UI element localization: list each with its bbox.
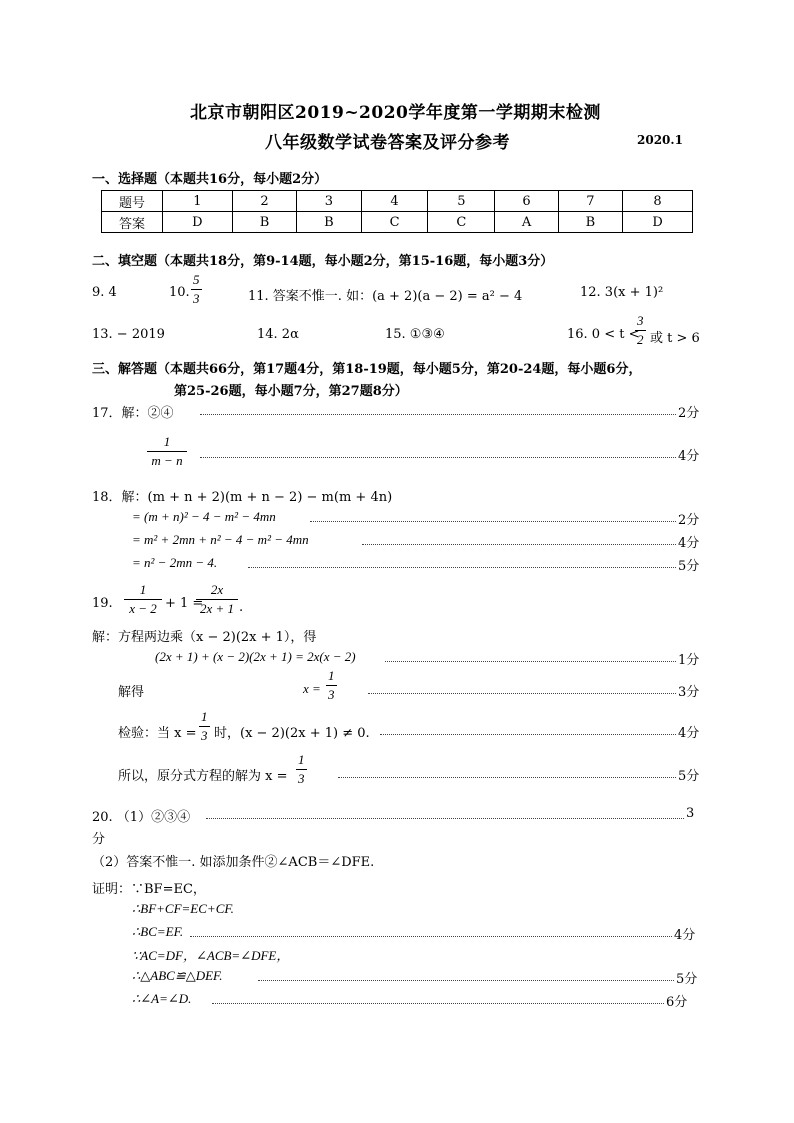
q19-solve-fraction xyxy=(326,668,337,703)
q19-conclusion-fraction xyxy=(296,752,307,787)
table-cell: 5 xyxy=(428,191,495,212)
q18-line-4: = n² − 2mn − 4. xyxy=(132,555,218,570)
q19-score-4: 5分 xyxy=(678,769,700,784)
fraction-numerator: 5 xyxy=(193,272,200,287)
row-label: 答案 xyxy=(102,212,163,233)
q20-step-1: ∴BF+CF=EC+CF. xyxy=(132,901,234,916)
dot-leader xyxy=(200,414,676,415)
fraction-bar xyxy=(326,685,337,686)
q20-part-1: 20. （1）②③④ xyxy=(92,810,191,825)
q20-proof-start: 证明：∵BF=EC， xyxy=(92,882,206,897)
q20-step-5: ∴∠A=∠D. xyxy=(132,991,192,1006)
dot-leader xyxy=(258,980,674,981)
table-cell: 1 xyxy=(163,191,233,212)
q19-score-3: 4分 xyxy=(678,726,700,741)
table-cell: B xyxy=(232,212,296,233)
fraction-numerator: 3 xyxy=(637,313,644,328)
dot-leader xyxy=(338,777,676,778)
answer-q10-fraction xyxy=(191,272,202,307)
q20-part-2: （2）答案不惟一. 如添加条件②∠ACB＝∠DFE. xyxy=(92,855,375,870)
table-cell: D xyxy=(623,212,693,233)
fraction-denominator: 3 xyxy=(328,687,335,702)
answer-q16-tail: 或 t > 6 xyxy=(650,331,700,346)
fraction-denominator: 3 xyxy=(201,728,208,743)
q19-solution-intro: 解：方程两边乘（x − 2)(2x + 1），得 xyxy=(92,630,317,645)
q17-score-2: 4分 xyxy=(678,449,700,464)
fraction-bar xyxy=(191,289,202,290)
answer-q13: 13. − 2019 xyxy=(92,327,165,342)
q20-score-1b: 分 xyxy=(92,832,106,847)
dot-leader xyxy=(200,457,676,458)
answer-q9: 9. 4 xyxy=(92,285,117,300)
answer-q16-label: 16. 0 < t < xyxy=(567,327,640,342)
fraction-denominator: 3 xyxy=(298,771,305,786)
table-cell: B xyxy=(558,212,622,233)
q20-score-2: 4分 xyxy=(674,928,696,943)
table-cell: 6 xyxy=(495,191,558,212)
dot-leader xyxy=(310,521,676,522)
q18-score-2: 2分 xyxy=(678,513,700,528)
fraction-denominator: 2x + 1 xyxy=(199,601,235,616)
fraction-numerator: 2x xyxy=(210,582,224,597)
q19-check-suffix: 时，(x − 2)(2x + 1) ≠ 0. xyxy=(214,726,370,741)
fraction-bar xyxy=(199,726,210,727)
table-cell: D xyxy=(163,212,233,233)
q19-equation: (2x + 1) + (x − 2)(2x + 1) = 2x(x − 2) xyxy=(155,649,356,664)
answer-q16-fraction xyxy=(635,313,646,348)
fraction-denominator: 3 xyxy=(193,291,200,306)
q17-fraction xyxy=(147,434,187,469)
table-cell: C xyxy=(428,212,495,233)
q20-score-1a: 3 xyxy=(686,806,695,821)
section-1-heading: 一、选择题（本题共16分，每小题2分） xyxy=(92,172,328,187)
fraction-numerator: 1 xyxy=(139,582,147,597)
q19-label: 19. xyxy=(92,596,113,611)
fraction-bar xyxy=(635,330,646,331)
dot-leader xyxy=(212,1003,664,1004)
table-cell: A xyxy=(495,212,558,233)
fraction-numerator: 1 xyxy=(201,709,208,724)
table-cell: B xyxy=(297,212,361,233)
q19-period: . xyxy=(239,600,244,615)
answer-table xyxy=(101,190,693,233)
table-cell: 3 xyxy=(297,191,361,212)
table-row xyxy=(102,191,693,212)
title-line-2: 八年级数学试卷答案及评分参考 xyxy=(265,133,510,153)
answer-q15: 15. ①③④ xyxy=(385,327,445,342)
section-3-heading-line-1: 三、解答题（本题共66分，第17题4分，第18-19题，每小题5分，第20-24题，每小题6分， xyxy=(92,362,642,377)
answer-q10-label: 10. xyxy=(169,285,190,300)
table-row xyxy=(102,212,693,233)
q20-step-3: ∵AC=DF，∠ACB=∠DFE， xyxy=(132,948,290,963)
fraction-denominator: m − n xyxy=(151,453,183,468)
fraction-numerator: 1 xyxy=(163,434,171,449)
dot-leader xyxy=(362,544,676,545)
q19-conclusion-prefix: 所以，原分式方程的解为 x = xyxy=(118,769,288,784)
q19-solve-x: x = xyxy=(303,681,321,696)
dot-leader xyxy=(248,567,676,568)
date: 2020.1 xyxy=(637,133,683,147)
q18-score-4: 5分 xyxy=(678,559,700,574)
title-line-1: 北京市朝阳区2019~2020学年度第一学期期末检测 xyxy=(190,103,601,123)
q20-score-4: 6分 xyxy=(666,995,688,1010)
dot-leader xyxy=(385,661,676,662)
q19-check-prefix: 检验：当 x = xyxy=(118,726,197,741)
q19-middle: + 1 = xyxy=(165,596,204,611)
answer-q12: 12. 3(x + 1)² xyxy=(580,285,664,300)
table-cell: 7 xyxy=(558,191,622,212)
q19-score-2: 3分 xyxy=(678,685,700,700)
q18-line-2: = (m + n)² − 4 − m² − 4mn xyxy=(132,509,276,524)
q18-score-3: 4分 xyxy=(678,536,700,551)
q18-line-1: 18．解：(m + n + 2)(m + n − 2) − m(m + 4n) xyxy=(92,490,393,505)
section-3-heading-line-2: 第25-26题，每小题7分，第27题8分） xyxy=(174,384,408,399)
table-cell: C xyxy=(361,212,428,233)
q18-line-3: = m² + 2mn + n² − 4 − m² − 4mn xyxy=(132,532,309,547)
table-cell: 8 xyxy=(623,191,693,212)
q19-score-1: 1分 xyxy=(678,653,700,668)
fraction-denominator: x − 2 xyxy=(129,601,157,616)
dot-leader xyxy=(380,734,676,735)
q17-score-1: 2分 xyxy=(678,406,700,421)
fraction-bar xyxy=(296,769,307,770)
q20-score-3: 5分 xyxy=(676,972,698,987)
q20-step-2: ∴BC=EF. xyxy=(132,924,184,939)
q19-solve-label: 解得 xyxy=(118,685,145,700)
dot-leader xyxy=(368,693,676,694)
dot-leader xyxy=(206,818,684,819)
fraction-bar xyxy=(147,451,187,452)
section-2-heading: 二、填空题（本题共18分，第9-14题，每小题2分，第15-16题，每小题3分） xyxy=(92,254,554,269)
fraction-bar xyxy=(196,599,238,600)
q19-fraction-2 xyxy=(196,582,238,617)
fraction-numerator: 1 xyxy=(298,752,305,767)
fraction-bar xyxy=(124,599,162,600)
q19-check-fraction xyxy=(199,709,210,744)
row-label: 题号 xyxy=(102,191,163,212)
q19-fraction-1 xyxy=(124,582,162,617)
table-cell: 2 xyxy=(232,191,296,212)
q17-label: 17．解：②④ xyxy=(92,406,174,421)
q20-step-4: ∴△ABC≌△DEF. xyxy=(132,968,223,983)
answer-q11: 11. 答案不惟一. 如：(a + 2)(a − 2) = a² − 4 xyxy=(248,289,523,304)
fraction-numerator: 1 xyxy=(328,668,335,683)
dot-leader xyxy=(190,936,672,937)
fraction-denominator: 2 xyxy=(637,332,644,347)
answer-q14: 14. 2α xyxy=(257,327,299,342)
table-cell: 4 xyxy=(361,191,428,212)
